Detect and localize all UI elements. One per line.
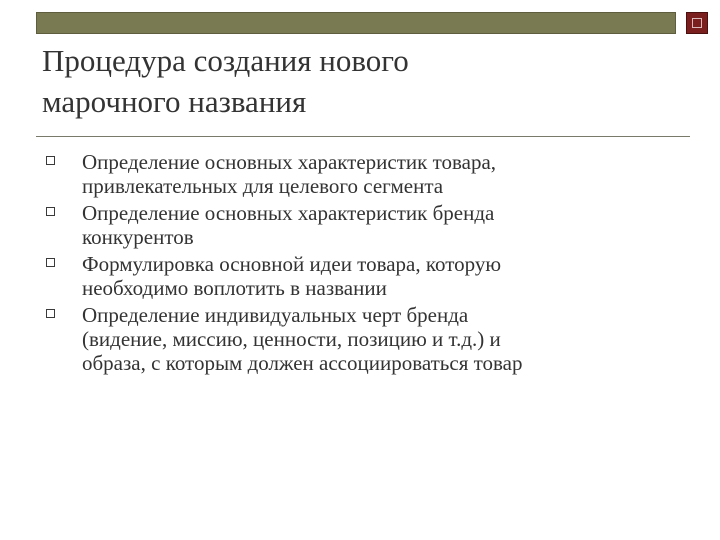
bullet-text-line: Определение основных характеристик товара, (82, 150, 497, 174)
title-divider (36, 136, 690, 137)
bullet-text-line: Формулировка основной идеи товара, которую (82, 252, 502, 276)
hollow-square-icon (46, 309, 55, 318)
bullet-text-line: Определение основных характеристик бренда (82, 201, 495, 225)
bullet-text-line: привлекательных для целевого сегмента (82, 174, 444, 198)
slide-title (42, 40, 682, 122)
hollow-square-icon (46, 207, 55, 216)
bullet-list (44, 150, 704, 378)
bullet-text-line: образа, с которым должен ассоциироваться товар (82, 351, 523, 375)
bullet-text-line: конкурентов (82, 225, 194, 249)
hollow-square-icon (46, 258, 55, 267)
bullet-item (44, 252, 704, 300)
bullet-item (44, 150, 704, 198)
hollow-square-icon (46, 156, 55, 165)
bullet-text-line: Определение индивидуальных черт бренда (82, 303, 469, 327)
bullet-text-line: необходимо воплотить в названии (82, 276, 387, 300)
slide-title-line-2: марочного названия (42, 84, 307, 119)
header-accent-square (686, 12, 708, 34)
slide-title-line-1: Процедура создания нового (42, 43, 409, 78)
bullet-text-line: (видение, миссию, ценности, позицию и т.д.) и (82, 327, 501, 351)
header-decor-bar (36, 12, 676, 34)
bullet-item (44, 303, 704, 375)
bullet-item (44, 201, 704, 249)
